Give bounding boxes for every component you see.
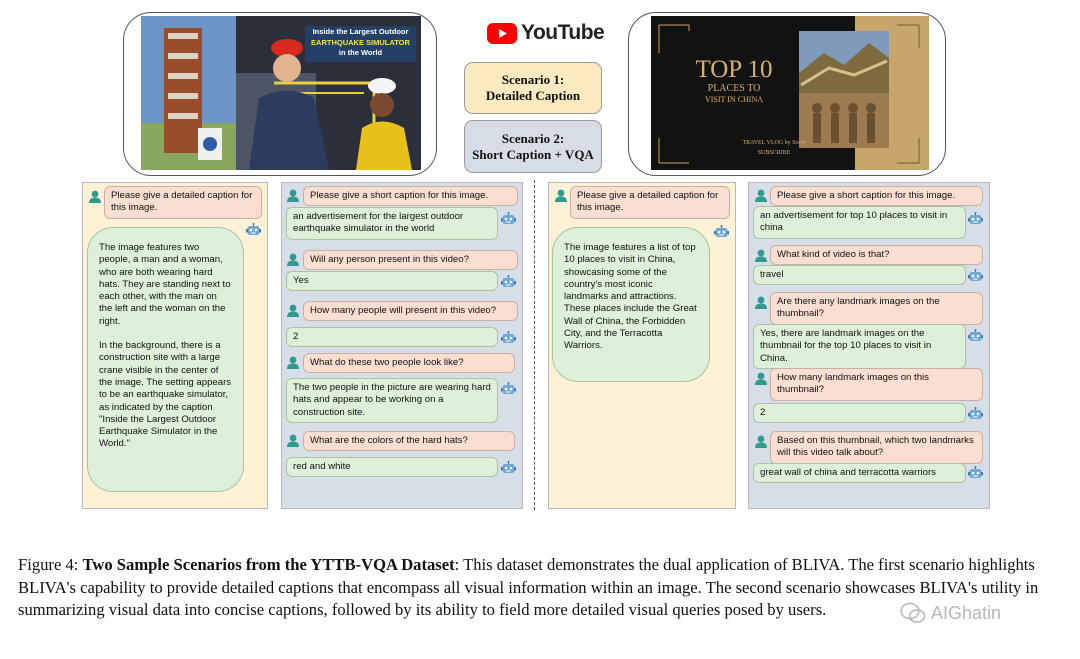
- figure-label: Figure 4:: [18, 555, 83, 574]
- answer-bubble: great wall of china and terracotta warriors: [753, 463, 966, 483]
- china-thumbnail-frame: [628, 12, 946, 176]
- thumbnail-top10: TOP 10: [695, 56, 773, 83]
- answer-bubble: Yes: [286, 271, 498, 291]
- watermark: [900, 602, 1001, 624]
- earthquake-thumbnail-frame: [123, 12, 437, 176]
- short-caption-vqa-panel-1: [281, 182, 523, 509]
- bot-icon: [968, 212, 983, 226]
- question-bubble: What are the colors of the hard hats?: [303, 431, 515, 451]
- answer-paragraph-1: The image features two people, a man and a woman, who are both wearing hard hats. They are standing next to each other, with the man on the left and the woman on the right.: [99, 242, 231, 327]
- youtube-logo-text: YouTube: [521, 21, 605, 44]
- thumbnail-subtitle-1: PLACES TO: [707, 83, 761, 94]
- answer-bubble: 2: [286, 327, 498, 347]
- scenario-divider: [534, 180, 535, 510]
- answer-bubble: The two people in the picture are wearing hard hats and appear to be working on a construction site.: [286, 378, 498, 423]
- answer-bubble: an advertisement for the largest outdoor earthquake simulator in the world: [286, 207, 498, 240]
- question-bubble: Will any person present in this video?: [303, 250, 518, 270]
- bot-icon: [501, 275, 516, 289]
- question-bubble: Please give a short caption for this image.: [303, 186, 518, 206]
- bot-icon: [968, 466, 983, 480]
- user-icon: [286, 253, 300, 266]
- detailed-caption-panel-1: [82, 182, 268, 509]
- answer-bubble: an advertisement for top 10 places to visit in china: [753, 206, 966, 239]
- bot-icon: [501, 382, 516, 396]
- watermark-text: AIGhatin: [931, 602, 1002, 623]
- question-bubble: How many people will present in this video?: [303, 301, 518, 321]
- user-icon: [286, 304, 300, 317]
- user-icon: [554, 189, 568, 202]
- thumbnail-title-line-3: in the World: [338, 48, 383, 57]
- thumbnail-footer-1: TRAVEL VLOG by Sorry: [742, 140, 806, 146]
- user-icon: [286, 434, 300, 447]
- bot-icon: [501, 212, 516, 226]
- answer-bubble: red and white: [286, 457, 498, 477]
- question-bubble: Please give a short caption for this image.: [770, 186, 983, 206]
- user-icon: [88, 190, 102, 203]
- bot-icon: [968, 269, 983, 283]
- question-bubble: Are there any landmark images on the thumbnail?: [770, 292, 983, 325]
- short-caption-vqa-panel-2: [748, 182, 990, 509]
- china-thumbnail-title: [679, 57, 789, 105]
- bot-icon: [714, 225, 729, 239]
- thumbnail-footer-2: SUBSCRIBE: [757, 150, 791, 156]
- question-bubble: Please give a detailed caption for this image.: [570, 186, 730, 219]
- scenario-2-label: Scenario 2:: [501, 130, 565, 146]
- scenario-1-box: [464, 62, 602, 114]
- detailed-caption-panel-2: [548, 182, 736, 509]
- thumbnail-title-line-1: Inside the Largest Outdoor: [312, 27, 409, 36]
- answer-paragraph-2: In the background, there is a construction site with a large crane visible in the center of the image. The setting appears to be an earthquake simulator, as indicated by the caption "Inside the Largest Outdoor Earthquake Simulator in the World.": [99, 340, 232, 450]
- user-icon: [754, 189, 768, 202]
- question-bubble: What kind of video is that?: [770, 245, 983, 265]
- answer-bubble: [87, 227, 244, 492]
- earthquake-thumbnail-title: [305, 27, 416, 59]
- scenario-1-title: Detailed Caption: [485, 88, 581, 103]
- bot-icon: [968, 329, 983, 343]
- question-bubble: Based on this thumbnail, which two landmarks will this video talk about?: [770, 431, 983, 464]
- youtube-play-icon: [487, 23, 517, 44]
- user-icon: [286, 189, 300, 202]
- user-icon: [754, 372, 768, 385]
- scenario-2-title: Short Caption + VQA: [472, 146, 594, 162]
- wechat-icon: [900, 602, 926, 624]
- figure-caption-text: : This dataset demonstrates the dual application of BLIVA. The first scenario highlights BLIVA's capability to provide detailed captions that encompass all visual information within an image. The second scenario showcases BLIVA's utility in summarizing visual data into concise captions, followed by its ability to field more detailed visual queries posed by users.: [18, 555, 1039, 619]
- answer-bubble: travel: [753, 265, 966, 285]
- user-icon: [754, 435, 768, 448]
- bot-icon: [246, 223, 261, 237]
- answer-bubble: The image features a list of top 10 places to visit in China, showcasing some of the country's most iconic landmarks and attractions. These places include the Great Wall of China, the Forbidden City, and the Terracotta Warriors.: [552, 227, 710, 382]
- china-thumbnail-footer: [729, 138, 819, 158]
- scenario-2-box: [464, 120, 602, 173]
- question-bubble: What do these two people look like?: [303, 353, 515, 373]
- scenario-1-label: Scenario 1:: [501, 72, 565, 87]
- bot-icon: [968, 407, 983, 421]
- thumbnail-title-line-2: EARTHQUAKE SIMULATOR: [311, 37, 410, 47]
- question-bubble: How many landmark images on this thumbnail?: [770, 368, 983, 401]
- bot-icon: [501, 331, 516, 345]
- question-bubble: Please give a detailed caption for this image.: [104, 186, 262, 219]
- answer-bubble: Yes, there are landmark images on the thumbnail for the top 10 places to visit in China.: [753, 324, 966, 369]
- answer-bubble: 2: [753, 403, 966, 423]
- bot-icon: [501, 461, 516, 475]
- thumbnail-subtitle-2: VISIT IN CHINA: [704, 95, 764, 104]
- user-icon: [754, 296, 768, 309]
- user-icon: [286, 356, 300, 369]
- figure-title: Two Sample Scenarios from the YTTB-VQA Dataset: [82, 555, 455, 574]
- youtube-logo: [487, 21, 604, 45]
- user-icon: [754, 249, 768, 262]
